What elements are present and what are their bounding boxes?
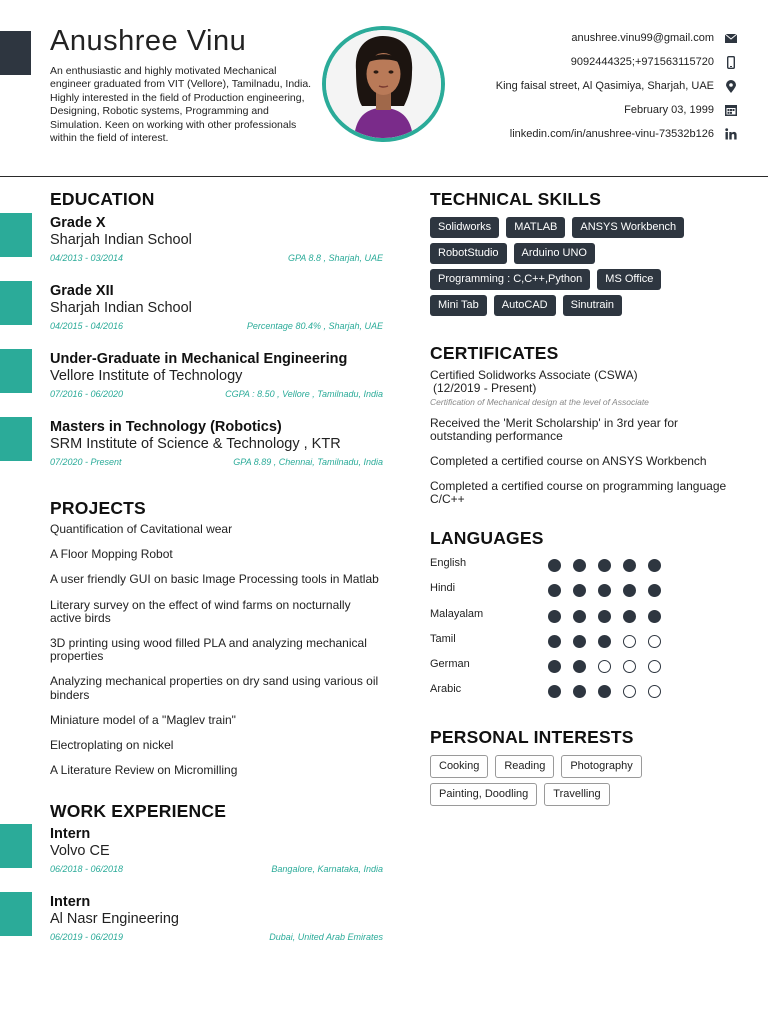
education-institution: SRM Institute of Science & Technology , KTR bbox=[50, 436, 341, 452]
work-entry bbox=[50, 825, 383, 874]
education-institution: Sharjah Indian School bbox=[50, 300, 192, 316]
skill-tag: MS Office bbox=[597, 269, 661, 290]
calendar-icon bbox=[724, 103, 738, 117]
language-name: Malayalam bbox=[430, 607, 484, 620]
contact-list bbox=[408, 26, 738, 146]
skill-tag: Programming : C,C++,Python bbox=[430, 269, 590, 290]
skill-tag: RobotStudio bbox=[430, 243, 507, 264]
skill-tag: ANSYS Workbench bbox=[572, 217, 684, 238]
education-entry bbox=[50, 418, 383, 467]
project-item: 3D printing using wood filled PLA and analyzing mechanical properties bbox=[50, 636, 367, 664]
project-item: Miniature model of a "Maglev train" bbox=[50, 712, 236, 727]
education-dates: 07/2016 - 06/2020 bbox=[50, 389, 124, 399]
education-meta bbox=[50, 389, 383, 399]
candidate-name: Anushree Vinu bbox=[50, 25, 247, 57]
skill-tag: Arduino UNO bbox=[514, 243, 595, 264]
work-company: Al Nasr Engineering bbox=[50, 911, 179, 928]
interest-tag: Photography bbox=[561, 755, 641, 778]
project-item: A Literature Review on Micromilling bbox=[50, 763, 238, 778]
proficiency-dot-filled bbox=[573, 610, 586, 623]
proficiency-dot-filled bbox=[648, 559, 661, 572]
language-row bbox=[430, 683, 730, 708]
proficiency-dots bbox=[548, 584, 673, 597]
certificate-item: Completed a certified course on programming language C/C++ bbox=[430, 479, 727, 506]
education-dates: 07/2020 - Present bbox=[50, 457, 122, 467]
proficiency-dot-filled bbox=[573, 685, 586, 698]
proficiency-dot-filled bbox=[598, 635, 611, 648]
proficiency-dot-empty bbox=[623, 660, 636, 673]
certificate-dates: (12/2019 - Present) bbox=[433, 381, 537, 395]
entry-accent-bar bbox=[0, 824, 32, 868]
proficiency-dot-filled bbox=[573, 635, 586, 648]
proficiency-dot-filled bbox=[648, 610, 661, 623]
project-item: Quantification of Cavitational wear bbox=[50, 522, 233, 536]
proficiency-dots bbox=[548, 685, 673, 698]
education-meta bbox=[50, 457, 383, 467]
proficiency-dot-filled bbox=[648, 584, 661, 597]
proficiency-dot-filled bbox=[548, 660, 561, 673]
work-meta bbox=[50, 864, 383, 874]
work-dates: 06/2018 - 06/2018 bbox=[50, 864, 124, 875]
proficiency-dots bbox=[548, 610, 673, 623]
proficiency-dot-filled bbox=[598, 584, 611, 597]
education-entry bbox=[50, 282, 383, 331]
proficiency-dot-filled bbox=[573, 559, 586, 572]
education-entry bbox=[50, 214, 383, 263]
proficiency-dot-filled bbox=[623, 610, 636, 623]
education-meta bbox=[50, 321, 383, 331]
education-dates: 04/2013 - 03/2014 bbox=[50, 253, 124, 263]
education-dates: 04/2015 - 04/2016 bbox=[50, 321, 124, 331]
entry-accent-bar bbox=[0, 349, 32, 393]
project-item: Electroplating on nickel bbox=[50, 738, 174, 753]
skill-tag: Mini Tab bbox=[430, 295, 487, 316]
address-text: King faisal street, Al Qasimiya, Sharjah, UAE bbox=[495, 80, 714, 92]
work-title: Intern bbox=[50, 826, 91, 843]
education-detail: Percentage 80.4% , Sharjah, UAE bbox=[246, 321, 383, 331]
language-row bbox=[430, 582, 730, 607]
proficiency-dot-filled bbox=[598, 685, 611, 698]
proficiency-dot-empty bbox=[648, 685, 661, 698]
language-row bbox=[430, 658, 730, 683]
education-title: Under-Graduate in Mechanical Engineering bbox=[50, 351, 348, 367]
proficiency-dot-filled bbox=[598, 559, 611, 572]
proficiency-dot-empty bbox=[623, 685, 636, 698]
languages-heading: LANGUAGES bbox=[430, 528, 544, 548]
right-column bbox=[430, 189, 730, 811]
proficiency-dots bbox=[548, 660, 673, 673]
email-text[interactable]: anushree.vinu99@gmail.com bbox=[571, 32, 714, 44]
personal-interests-heading: PERSONAL INTERESTS bbox=[430, 726, 634, 747]
entry-accent-bar bbox=[0, 213, 32, 257]
interest-tag: Reading bbox=[495, 755, 554, 778]
certificate-note: Certification of Mechanical design at the level of Associate bbox=[430, 397, 649, 407]
proficiency-dots bbox=[548, 635, 673, 648]
work-title: Intern bbox=[50, 894, 91, 911]
proficiency-dot-filled bbox=[548, 559, 561, 572]
certificates-heading: CERTIFICATES bbox=[430, 343, 559, 363]
education-title: Grade XII bbox=[50, 283, 114, 299]
education-detail: CGPA : 8.50 , Vellore , Tamilnadu, India bbox=[225, 389, 383, 399]
education-institution: Vellore Institute of Technology bbox=[50, 368, 243, 384]
skill-tag: AutoCAD bbox=[494, 295, 556, 316]
work-entry bbox=[50, 893, 383, 942]
skill-tag: Solidworks bbox=[430, 217, 499, 238]
projects-list bbox=[50, 523, 383, 777]
certificate-item: Received the 'Merit Scholarship' in 3rd year for outstanding performance bbox=[430, 416, 679, 443]
entry-accent-bar bbox=[0, 417, 32, 461]
interest-tag: Travelling bbox=[544, 783, 609, 806]
language-name: Arabic bbox=[430, 683, 462, 696]
skill-tag: Sinutrain bbox=[563, 295, 622, 316]
project-item: Analyzing mechanical properties on dry sand using various oil binders bbox=[50, 674, 379, 702]
location-pin-icon bbox=[724, 79, 738, 93]
proficiency-dot-filled bbox=[548, 584, 561, 597]
language-name: Tamil bbox=[430, 632, 456, 645]
work-meta bbox=[50, 932, 383, 942]
certificate-item bbox=[430, 369, 730, 407]
certificate-text: Certified Solidworks Associate (CSWA) bbox=[430, 368, 638, 382]
envelope-icon bbox=[724, 31, 738, 45]
project-item: A user friendly GUI on basic Image Processing tools in Matlab bbox=[50, 572, 379, 587]
work-experience-heading: WORK EXPERIENCE bbox=[50, 801, 227, 822]
interest-tag: Cooking bbox=[430, 755, 488, 778]
mobile-phone-icon bbox=[724, 55, 738, 69]
language-row bbox=[430, 608, 730, 633]
projects-heading: PROJECTS bbox=[50, 498, 146, 518]
education-title: Masters in Technology (Robotics) bbox=[50, 419, 282, 435]
education-title: Grade X bbox=[50, 215, 106, 231]
contact-linkedin[interactable] bbox=[408, 122, 738, 146]
project-item: Literary survey on the effect of wind farms on nocturnally active birds bbox=[50, 597, 351, 625]
language-name: Hindi bbox=[430, 582, 456, 595]
proficiency-dot-filled bbox=[573, 584, 586, 597]
language-name: German bbox=[430, 658, 470, 671]
contact-email[interactable] bbox=[408, 26, 738, 50]
language-row bbox=[430, 557, 730, 582]
work-location: Dubai, United Arab Emirates bbox=[269, 932, 383, 943]
education-detail: GPA 8.8 , Sharjah, UAE bbox=[287, 253, 383, 263]
certificates-list bbox=[430, 369, 730, 506]
proficiency-dot-empty bbox=[623, 635, 636, 648]
proficiency-dot-filled bbox=[548, 610, 561, 623]
language-row bbox=[430, 633, 730, 658]
proficiency-dot-filled bbox=[548, 635, 561, 648]
proficiency-dot-empty bbox=[648, 660, 661, 673]
birthdate-text: February 03, 1999 bbox=[624, 104, 714, 116]
work-company: Volvo CE bbox=[50, 843, 110, 860]
languages-list bbox=[430, 557, 730, 709]
contact-address bbox=[408, 74, 738, 98]
proficiency-dot-filled bbox=[623, 584, 636, 597]
work-location: Bangalore, Karnataka, India bbox=[271, 864, 383, 875]
work-dates: 06/2019 - 06/2019 bbox=[50, 932, 124, 943]
resume-header bbox=[0, 0, 768, 177]
contact-phone bbox=[408, 50, 738, 74]
proficiency-dot-empty bbox=[648, 635, 661, 648]
skills-tags bbox=[430, 217, 730, 321]
skill-tag: MATLAB bbox=[506, 217, 565, 238]
language-name: English bbox=[430, 557, 467, 569]
profile-summary: An enthusiastic and highly motivated Mechanical engineer graduated from VIT (Vellore), Tamilnadu, India. Highly interested in the field of Production engineering, Designing, Robotic systems, Programming and Simulation. Keen on working with other professionals within the field of interest. bbox=[50, 65, 312, 145]
education-entry bbox=[50, 350, 383, 399]
linkedin-icon bbox=[724, 127, 738, 141]
entry-accent-bar bbox=[0, 281, 32, 325]
entry-accent-bar bbox=[0, 892, 32, 936]
education-institution: Sharjah Indian School bbox=[50, 232, 192, 248]
project-item: A Floor Mopping Robot bbox=[50, 547, 173, 562]
header-accent-bar bbox=[0, 31, 31, 75]
proficiency-dot-filled bbox=[598, 610, 611, 623]
proficiency-dots bbox=[548, 559, 673, 572]
proficiency-dot-filled bbox=[573, 660, 586, 673]
phone-text: 9092444325;+971563115720 bbox=[570, 56, 714, 68]
education-heading: EDUCATION bbox=[50, 189, 155, 209]
education-meta bbox=[50, 253, 383, 263]
certificate-item: Completed a certified course on ANSYS Workbench bbox=[430, 454, 707, 468]
proficiency-dot-filled bbox=[548, 685, 561, 698]
contact-birthdate bbox=[408, 98, 738, 122]
education-detail: GPA 8.89 , Chennai, Tamilnadu, India bbox=[233, 457, 383, 467]
proficiency-dot-empty bbox=[598, 660, 611, 673]
left-column bbox=[50, 189, 383, 942]
interests-tags bbox=[430, 755, 690, 811]
proficiency-dot-filled bbox=[623, 559, 636, 572]
linkedin-text[interactable]: linkedin.com/in/anushree-vinu-73532b126 bbox=[509, 128, 714, 140]
interest-tag: Painting, Doodling bbox=[430, 783, 537, 806]
technical-skills-heading: TECHNICAL SKILLS bbox=[430, 189, 602, 209]
